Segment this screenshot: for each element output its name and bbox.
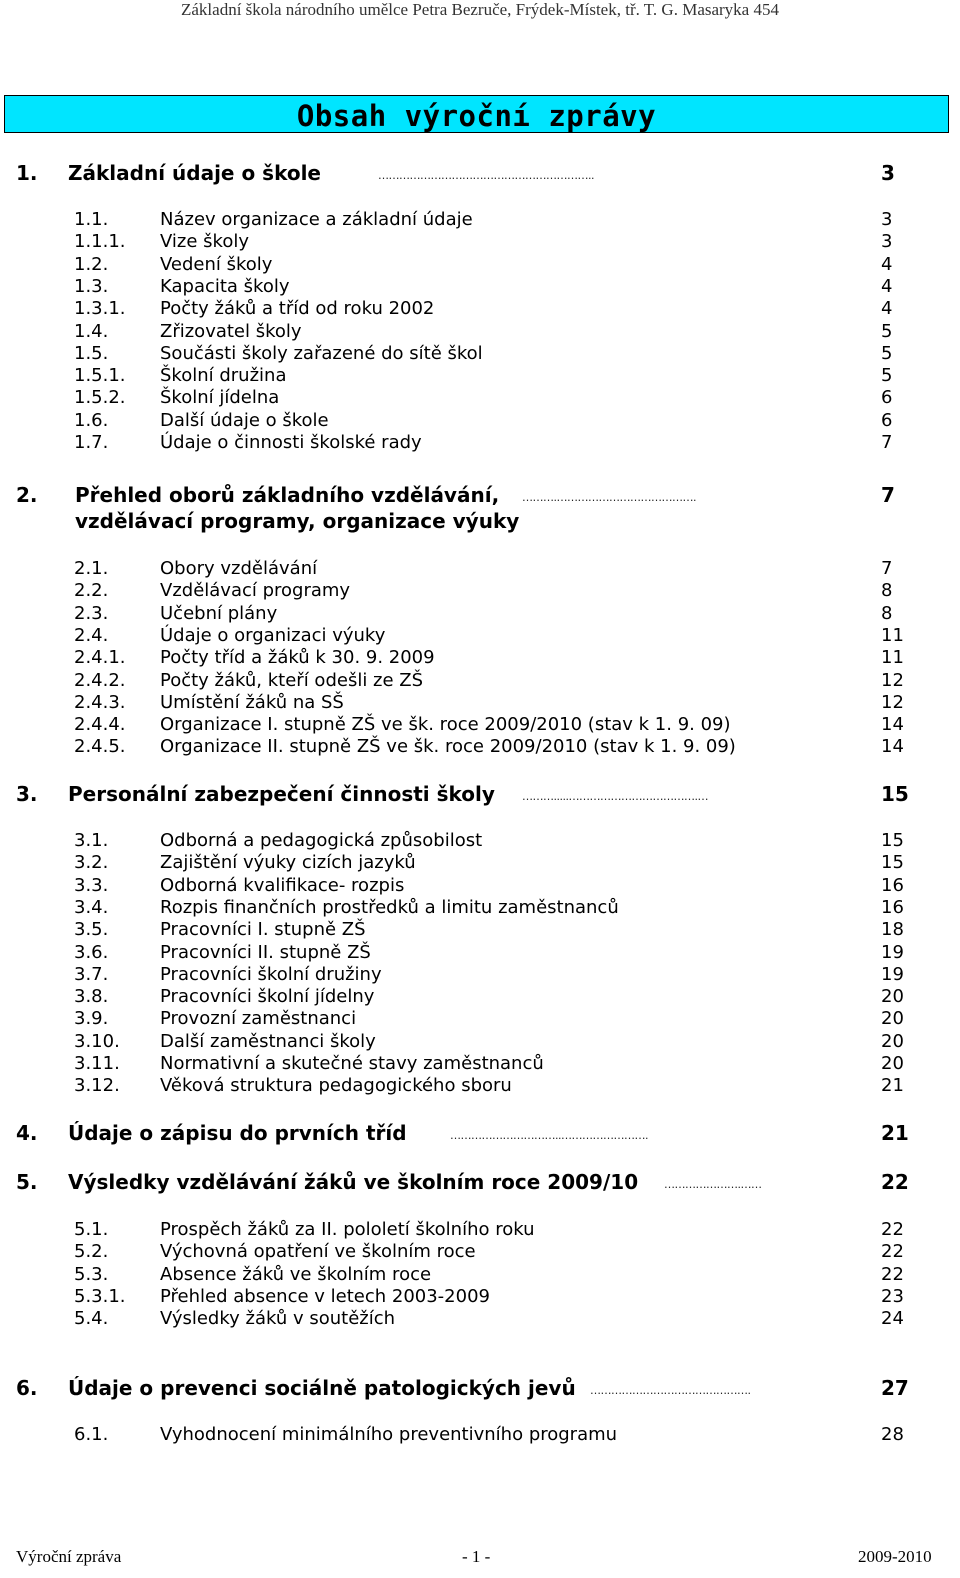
toc-item-label: Věková struktura pedagogického sboru [160,1075,512,1096]
toc-item-page: 20 [881,1008,904,1029]
toc-item-page: 8 [881,603,893,624]
toc-item-label: Další údaje o škole [160,410,329,431]
toc-item-label: Údaje o činnosti školské rady [160,432,422,453]
leader-dots: ……….....……………………………….… [522,790,708,803]
toc-item-number: 1.1.1. [74,231,126,252]
toc-item-label: Přehled absence v letech 2003-2009 [160,1286,490,1307]
toc-item-label: Obory vzdělávání [160,558,318,579]
toc-item-number: 3.6. [74,942,109,963]
toc-item-label: Součásti školy zařazené do sítě škol [160,343,483,364]
toc-item-label: Školní jídelna [160,387,280,408]
section-title: Údaje o prevenci sociálně patologických jevů [68,1376,576,1400]
section-number: 4. [16,1121,38,1145]
section-title: Přehled oborů základního vzdělávání, [75,483,500,507]
toc-item-label: Organizace II. stupně ZŠ ve šk. roce 2009/2010 (stav k 1. 9. 09) [160,736,736,757]
toc-item-number: 2.1. [74,558,109,579]
toc-item-number: 3.12. [74,1075,120,1096]
footer-left: Výroční zpráva [16,1547,122,1566]
toc-item-page: 22 [881,1219,904,1240]
section-page: 27 [881,1376,909,1400]
toc-item-label: Výsledky žáků v soutěžích [160,1308,396,1329]
toc-item-label: Umístění žáků na SŠ [160,692,344,713]
toc-item-page: 14 [881,714,904,735]
leader-dots: …………………………………………………….. [378,169,594,182]
toc-item-number: 3.4. [74,897,109,918]
toc-item-label: Počty žáků a tříd od roku 2002 [160,298,435,319]
section-number: 3. [16,782,38,806]
section-page: 22 [881,1170,909,1194]
toc-item-page: 20 [881,1031,904,1052]
toc-item-page: 23 [881,1286,904,1307]
section-page: 21 [881,1121,909,1145]
section-title: Personální zabezpečení činnosti školy [68,782,495,806]
toc-item-page: 14 [881,736,904,757]
toc-item-page: 7 [881,432,893,453]
section-page: 7 [881,483,895,507]
toc-item-page: 5 [881,321,893,342]
leader-dots: ………………………………………. [590,1384,751,1397]
toc-item-page: 5 [881,365,893,386]
toc-item-label: Název organizace a základní údaje [160,209,473,230]
toc-item-page: 7 [881,558,893,579]
toc-item-page: 16 [881,875,904,896]
toc-item-number: 2.4.3. [74,692,126,713]
toc-item-page: 24 [881,1308,904,1329]
toc-item-number: 5.2. [74,1241,109,1262]
leader-dots: ……….…………………………………. [522,491,696,504]
toc-item-label: Kapacita školy [160,276,290,297]
section-number: 2. [16,483,38,507]
toc-item-label: Normativní a skutečné stavy zaměstnanců [160,1053,544,1074]
leader-dots: …………………………..……………………. [450,1129,648,1142]
toc-item-label: Organizace I. stupně ZŠ ve šk. roce 2009/2010 (stav k 1. 9. 09) [160,714,731,735]
toc-item-number: 5.3.1. [74,1286,126,1307]
toc-item-label: Zřizovatel školy [160,321,302,342]
toc-item-number: 3.3. [74,875,109,896]
toc-item-number: 3.8. [74,986,109,1007]
footer-page-number: - 1 - [462,1547,491,1566]
toc-item-number: 2.4.4. [74,714,126,735]
toc-item-page: 19 [881,942,904,963]
section-number: 6. [16,1376,38,1400]
toc-item-label: Vedení školy [160,254,273,275]
toc-item-page: 3 [881,231,893,252]
toc-item-page: 4 [881,298,893,319]
toc-item-page: 6 [881,387,893,408]
toc-item-label: Odborná a pedagogická způsobilost [160,830,483,851]
toc-item-number: 3.7. [74,964,109,985]
section-title: Výsledky vzdělávání žáků ve školním roce 2009/10 [68,1170,639,1194]
toc-item-number: 1.7. [74,432,109,453]
section-title-continued: vzdělávací programy, organizace výuky [75,509,520,533]
toc-item-label: Odborná kvalifikace- rozpis [160,875,405,896]
toc-item-page: 3 [881,209,893,230]
toc-item-label: Pracovníci školní družiny [160,964,382,985]
toc-item-label: Absence žáků ve školním roce [160,1264,432,1285]
toc-item-label: Údaje o organizaci výuky [160,625,386,646]
toc-item-label: Počty žáků, kteří odešli ze ZŠ [160,670,424,691]
toc-item-page: 15 [881,852,904,873]
toc-item-page: 20 [881,986,904,1007]
toc-item-number: 3.9. [74,1008,109,1029]
toc-item-label: Vyhodnocení minimálního preventivního programu [160,1424,618,1445]
toc-item-label: Zajištění výuky cizích jazyků [160,852,416,873]
toc-item-number: 5.1. [74,1219,109,1240]
toc-item-number: 2.2. [74,580,109,601]
toc-item-label: Provozní zaměstnanci [160,1008,357,1029]
section-title: Údaje o zápisu do prvních tříd [68,1121,407,1145]
toc-item-label: Pracovníci II. stupně ZŠ [160,942,371,963]
toc-item-label: Prospěch žáků za II. pololetí školního roku [160,1219,535,1240]
toc-item-page: 19 [881,964,904,985]
toc-item-number: 5.3. [74,1264,109,1285]
section-page: 15 [881,782,909,806]
toc-item-page: 15 [881,830,904,851]
toc-item-number: 1.2. [74,254,109,275]
toc-item-number: 3.5. [74,919,109,940]
section-number: 5. [16,1170,38,1194]
toc-item-label: Vzdělávací programy [160,580,351,601]
toc-item-page: 22 [881,1241,904,1262]
toc-item-label: Další zaměstnanci školy [160,1031,376,1052]
toc-item-page: 6 [881,410,893,431]
toc-item-page: 22 [881,1264,904,1285]
toc-item-page: 5 [881,343,893,364]
toc-item-label: Výchovná opatření ve školním roce [160,1241,476,1262]
toc-item-number: 5.4. [74,1308,109,1329]
toc-item-label: Pracovníci I. stupně ZŠ [160,919,366,940]
toc-item-page: 12 [881,692,904,713]
toc-item-number: 1.4. [74,321,109,342]
toc-item-page: 21 [881,1075,904,1096]
toc-item-number: 2.3. [74,603,109,624]
document-title: Obsah výroční zprávy [296,99,657,133]
toc-item-number: 3.1. [74,830,109,851]
toc-item-number: 2.4.5. [74,736,126,757]
toc-item-page: 4 [881,276,893,297]
toc-item-page: 8 [881,580,893,601]
page-header: Základní škola národního umělce Petra Bezruče, Frýdek-Místek, tř. T. G. Masaryka 454 [181,0,779,19]
leader-dots: ………………….…… [664,1178,762,1191]
toc-item-label: Rozpis finančních prostředků a limitu zaměstnanců [160,897,619,918]
footer-right: 2009-2010 [858,1547,932,1566]
toc-item-number: 2.4. [74,625,109,646]
toc-item-number: 1.6. [74,410,109,431]
toc-item-page: 11 [881,647,904,668]
toc-item-page: 28 [881,1424,904,1445]
toc-item-page: 11 [881,625,904,646]
toc-item-label: Učební plány [160,603,278,624]
toc-item-page: 16 [881,897,904,918]
title-banner [4,95,949,133]
toc-item-page: 20 [881,1053,904,1074]
toc-item-number: 6.1. [74,1424,109,1445]
toc-item-number: 1.5.2. [74,387,126,408]
toc-item-number: 3.11. [74,1053,120,1074]
toc-item-label: Počty tříd a žáků k 30. 9. 2009 [160,647,435,668]
toc-item-number: 1.3.1. [74,298,126,319]
toc-item-number: 2.4.2. [74,670,126,691]
toc-item-page: 12 [881,670,904,691]
toc-item-label: Vize školy [160,231,249,252]
toc-item-number: 1.3. [74,276,109,297]
section-title: Základní údaje o škole [68,161,321,185]
toc-item-label: Pracovníci školní jídelny [160,986,375,1007]
toc-item-page: 4 [881,254,893,275]
toc-item-number: 3.10. [74,1031,120,1052]
section-number: 1. [16,161,38,185]
section-page: 3 [881,161,895,185]
toc-item-number: 2.4.1. [74,647,126,668]
toc-item-label: Školní družina [160,365,287,386]
toc-item-number: 3.2. [74,852,109,873]
toc-item-number: 1.5. [74,343,109,364]
toc-item-number: 1.1. [74,209,109,230]
toc-item-number: 1.5.1. [74,365,126,386]
toc-item-page: 18 [881,919,904,940]
